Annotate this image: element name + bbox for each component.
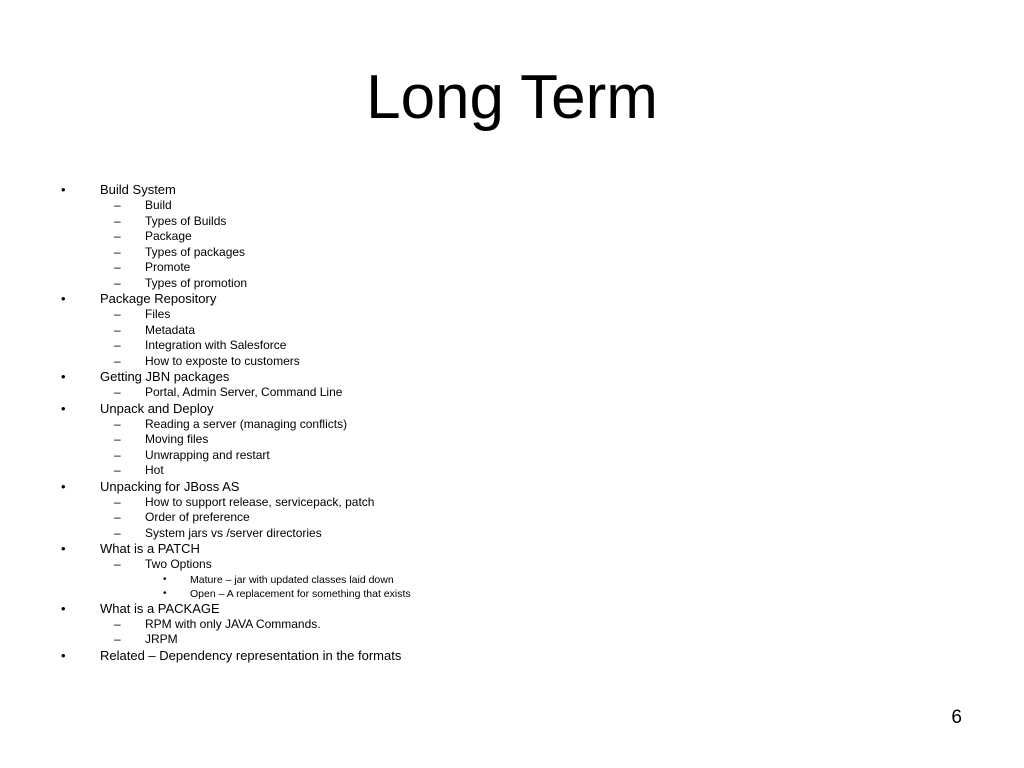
outline-item-text: Reading a server (managing conflicts) [145, 416, 348, 431]
outline-item-level-2 [0, 214, 1024, 230]
outline-item-level-1 [0, 291, 1024, 307]
bullet-marker: • [61, 600, 66, 616]
outline-item-text: Package [145, 229, 192, 243]
outline-item-level-3 [0, 587, 1024, 601]
outline-item-level-2 [0, 338, 1024, 354]
outline-item-text: Mature – jar with updated classes laid down [190, 573, 394, 586]
outline-item-level-1 [0, 541, 1024, 557]
outline-item-text: Portal, Admin Server, Command Line [145, 385, 343, 399]
outline-item-text: Open – A replacement for something that exists [190, 587, 411, 600]
outline-item-level-2 [0, 323, 1024, 339]
outline-item-level-2 [0, 448, 1024, 464]
bullet-marker: • [61, 478, 66, 494]
outline-item-level-2 [0, 526, 1024, 542]
outline-item-text: Unpacking for JBoss AS [100, 478, 240, 494]
outline-item-level-2 [0, 617, 1024, 633]
outline-item-text: Promote [145, 260, 191, 274]
outline-item-level-2 [0, 198, 1024, 214]
dash-bullet-marker: – [114, 447, 121, 462]
dash-bullet-marker: – [114, 463, 121, 477]
bullet-marker: • [61, 647, 66, 663]
outline-item-text: Hot [145, 463, 164, 477]
outline-item-level-2 [0, 417, 1024, 433]
outline-item-level-2 [0, 495, 1024, 511]
bullet-marker: • [61, 400, 66, 416]
outline-item-text: Integration with Salesforce [145, 338, 287, 352]
outline-item-level-2 [0, 510, 1024, 526]
dash-bullet-marker: – [114, 632, 121, 646]
outline-item-level-2 [0, 276, 1024, 292]
bullet-marker: • [61, 541, 66, 556]
slide-outline [0, 182, 1024, 664]
bullet-marker: • [163, 573, 167, 585]
outline-item-text: Types of promotion [145, 275, 248, 290]
outline-item-level-2 [0, 245, 1024, 261]
outline-item-text: Unpack and Deploy [100, 400, 214, 416]
outline-item-text: RPM with only JAVA Commands. [145, 616, 321, 631]
outline-item-level-1 [0, 648, 1024, 664]
outline-item-text: Package Repository [100, 291, 217, 306]
outline-item-level-2 [0, 354, 1024, 370]
bullet-marker: • [163, 587, 167, 599]
dash-bullet-marker: – [114, 260, 121, 274]
dash-bullet-marker: – [114, 198, 121, 212]
outline-item-level-2 [0, 557, 1024, 573]
dash-bullet-marker: – [114, 510, 121, 524]
outline-item-text: Related – Dependency representation in the formats [100, 647, 402, 663]
page-number: 6 [951, 707, 962, 728]
dash-bullet-marker: – [114, 416, 121, 431]
outline-item-level-2 [0, 432, 1024, 448]
dash-bullet-marker: – [114, 557, 121, 571]
dash-bullet-marker: – [114, 353, 121, 368]
outline-item-text: JRPM [145, 632, 178, 646]
outline-item-level-2 [0, 385, 1024, 401]
outline-item-level-3 [0, 573, 1024, 587]
outline-item-text: Metadata [145, 322, 196, 337]
outline-item-level-1 [0, 369, 1024, 385]
outline-item-text: Types of packages [145, 244, 246, 259]
outline-item-text: What is a PATCH [100, 541, 200, 556]
outline-item-level-2 [0, 463, 1024, 479]
outline-item-text: Build [145, 198, 172, 212]
outline-item-text: System jars vs /server directories [145, 525, 322, 540]
outline-item-level-2 [0, 632, 1024, 648]
bullet-marker: • [61, 369, 66, 384]
dash-bullet-marker: – [114, 525, 121, 540]
outline-item-text: How to support release, servicepack, patch [145, 494, 375, 509]
dash-bullet-marker: – [114, 213, 121, 228]
dash-bullet-marker: – [114, 275, 121, 290]
dash-bullet-marker: – [114, 307, 121, 321]
outline-item-text: Build System [100, 182, 176, 197]
dash-bullet-marker: – [114, 244, 121, 259]
outline-item-text: Unwrapping and restart [145, 447, 270, 462]
dash-bullet-marker: – [114, 616, 121, 631]
outline-item-level-1 [0, 601, 1024, 617]
outline-item-text: Two Options [145, 557, 212, 571]
outline-item-level-2 [0, 229, 1024, 245]
outline-item-text: Files [145, 307, 171, 321]
outline-item-level-2 [0, 260, 1024, 276]
outline-item-text: Moving files [145, 432, 209, 446]
slide-title: Long Term [366, 63, 658, 132]
dash-bullet-marker: – [114, 229, 121, 243]
outline-item-text: How to exposte to customers [145, 353, 300, 368]
outline-item-text: Getting JBN packages [100, 369, 230, 384]
bullet-marker: • [61, 182, 66, 197]
outline-item-level-1 [0, 401, 1024, 417]
outline-item-text: Order of preference [145, 510, 250, 524]
outline-item-text: What is a PACKAGE [100, 600, 220, 616]
dash-bullet-marker: – [114, 322, 121, 337]
dash-bullet-marker: – [114, 432, 121, 446]
dash-bullet-marker: – [114, 338, 121, 352]
outline-item-level-1 [0, 182, 1024, 198]
outline-item-text: Types of Builds [145, 213, 227, 228]
outline-item-level-1 [0, 479, 1024, 495]
dash-bullet-marker: – [114, 494, 121, 509]
dash-bullet-marker: – [114, 385, 121, 399]
bullet-marker: • [61, 291, 66, 306]
outline-item-level-2 [0, 307, 1024, 323]
